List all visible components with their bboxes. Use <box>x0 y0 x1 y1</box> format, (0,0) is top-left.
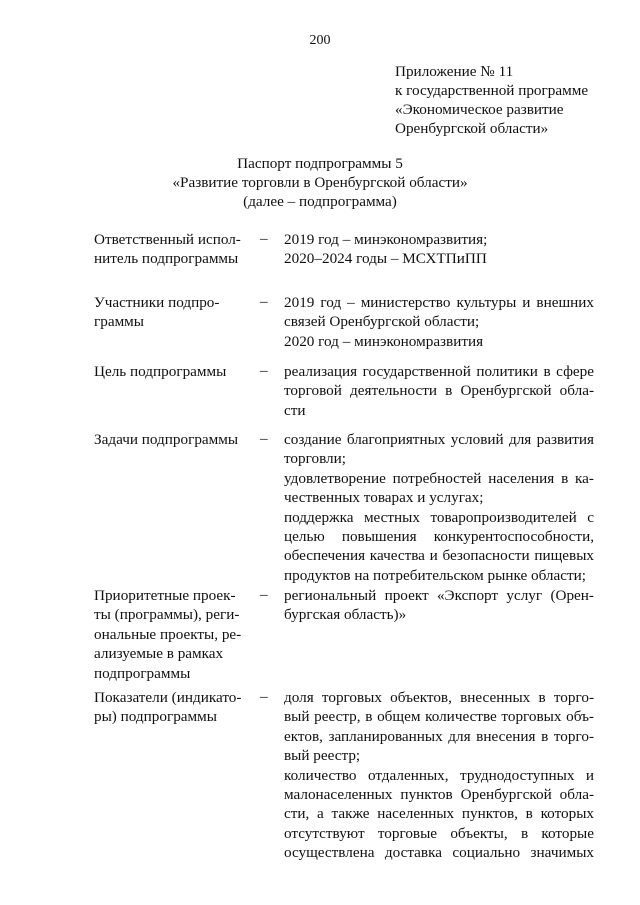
label-line: Участники подпро- <box>94 294 220 311</box>
label-line: ры) подпрограммы <box>94 708 217 726</box>
value-line: региональный проект «Экспорт услуг (Орен- <box>284 587 594 604</box>
label-line: граммы <box>94 313 144 331</box>
value-line: связей Оренбургской области; <box>284 313 480 331</box>
row-value <box>284 430 594 585</box>
value-line: отсутствуют торговые объекты, в которые <box>284 824 594 842</box>
value-line: целью повышения конкурентоспособности, <box>284 527 594 545</box>
row-dash: – <box>260 293 268 310</box>
label-line: ональные проекты, ре- <box>94 625 242 643</box>
row-label <box>94 688 246 727</box>
document-title <box>0 154 640 211</box>
label-line: Задачи подпрограммы <box>94 431 239 448</box>
value-line: сти, а также населенных пунктов, в которых <box>284 805 594 823</box>
row-value <box>284 688 594 863</box>
value-line: обеспечения качества и безопасности пищевых <box>284 547 594 565</box>
value-line: создание благоприятных условий для развития <box>284 431 594 448</box>
label-line: нитель подпрограммы <box>94 250 239 268</box>
appendix-line: к государственной программе <box>395 82 589 99</box>
title-line: Паспорт подпрограммы 5 <box>237 155 403 172</box>
row-value <box>284 586 594 625</box>
label-line: ализуемые в рамках <box>94 645 224 663</box>
value-line: сти <box>284 401 306 419</box>
row-label <box>94 362 246 381</box>
label-line: Показатели (индикато- <box>94 689 242 706</box>
row-dash: – <box>260 430 268 447</box>
row-dash: – <box>260 230 268 247</box>
row-dash: – <box>260 586 268 603</box>
value-line: малонаселенных пунктов Оренбургской обла- <box>284 785 594 803</box>
appendix-line: Приложение № 11 <box>395 63 514 80</box>
value-line: доля торговых объектов, внесенных в торго- <box>284 689 594 706</box>
appendix-line: «Экономическое развитие <box>395 101 564 118</box>
value-line: 2019 год – министерство культуры и внешних <box>284 294 594 311</box>
row-dash: – <box>260 362 268 379</box>
value-line: торговой деятельности в Оренбургской обла- <box>284 382 594 400</box>
row-label <box>94 430 246 449</box>
value-line: ектов, запланированных для внесения в торго- <box>284 727 594 745</box>
value-line: удовлетворение потребностей населения в ка- <box>284 469 594 487</box>
row-value <box>284 293 594 351</box>
page-number: 200 <box>309 33 331 48</box>
value-line: вый реестр; <box>284 747 361 765</box>
row-dash: – <box>260 688 268 705</box>
title-line: (далее – подпрограмма) <box>243 193 397 210</box>
row-label <box>94 293 246 332</box>
value-line: продуктов на потребительском рынке области; <box>284 566 586 584</box>
label-line: Цель подпрограммы <box>94 363 227 380</box>
title-line: «Развитие торговли в Оренбургской области» <box>172 174 468 191</box>
value-line: вый реестр, в общем количестве торговых объ- <box>284 708 594 726</box>
appendix-line: Оренбургской области» <box>395 120 549 137</box>
row-label <box>94 586 246 683</box>
value-line: поддержка местных товаропроизводителей с <box>284 508 594 526</box>
row-label <box>94 230 246 269</box>
value-line: торговли; <box>284 450 346 468</box>
label-line: ты (программы), реги- <box>94 606 240 624</box>
value-line: чественных товарах и услугах; <box>284 489 484 507</box>
value-line: 2020 год – минэкономразвития <box>284 332 484 350</box>
label-line: Ответственный испол- <box>94 231 241 248</box>
label-line: Приоритетные проек- <box>94 587 236 604</box>
row-value <box>284 362 594 420</box>
value-line: 2020–2024 годы – МСХТПиПП <box>284 250 487 268</box>
value-line: количество отдаленных, труднодоступных и <box>284 766 594 784</box>
value-line: осуществлена доставка социально значимых <box>284 844 594 862</box>
value-line: реализация государственной политики в сфере <box>284 363 594 380</box>
value-line: бургская область)» <box>284 606 407 624</box>
row-value <box>284 230 594 269</box>
value-line: 2019 год – минэкономразвития; <box>284 231 488 248</box>
appendix-note <box>395 62 588 138</box>
label-line: подпрограммы <box>94 664 191 682</box>
